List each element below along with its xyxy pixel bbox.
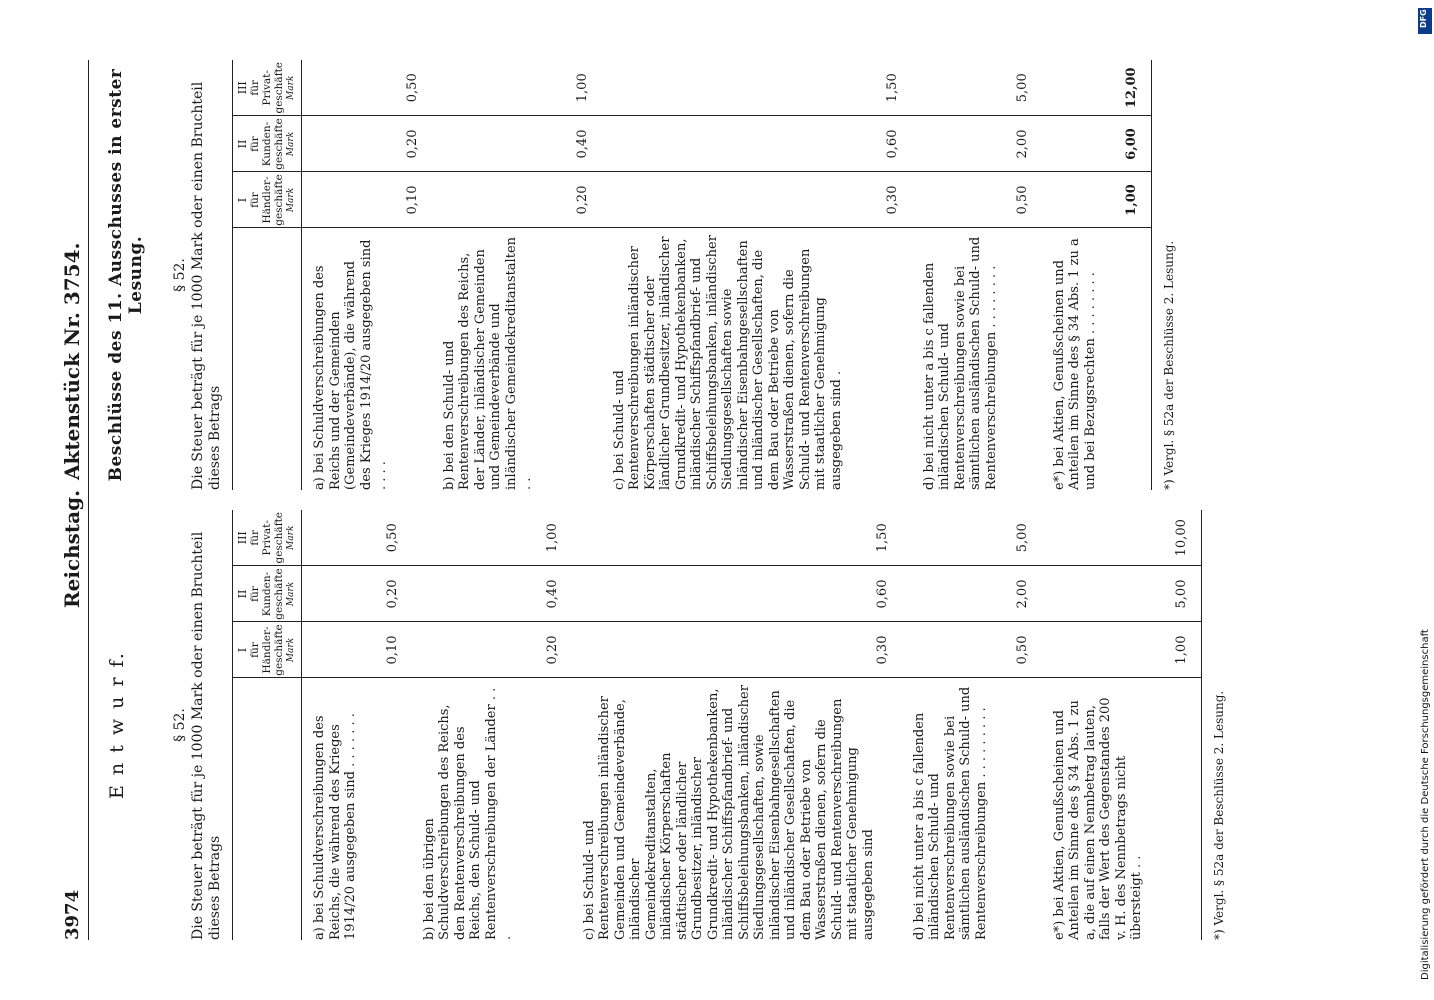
table-row [432,60,602,490]
document-reference: Aktenstück Nr. 3754. [60,242,84,480]
column-header: I für Händler-geschäfte Mark [233,622,302,678]
row-description: b) bei den übrigen Schuldverschreibungen des Reichs, den Rentenverschreibungen des Reichs, den Schuld- und Rentenverschreibungen der Länder . . . [421,687,514,940]
table-row [1042,60,1152,490]
header-rule [88,60,89,940]
rate-cell: 0,50 [302,510,412,566]
rate-cell: 10,00 [1042,510,1202,566]
page-number: 3974 [62,889,83,940]
footnote: *) Vergl. § 52a der Beschlüsse 2. Lesung. [1212,690,1226,940]
row-description: d) bei nicht unter a bis c fallenden inländischen Schuld- und Rentenverschreibungen sowie bei sämtlichen ausländischen Schuld- und Rentenverschreibungen . . . . . . . . [921,236,999,490]
dfg-credit-text: Digitalisierung gefördert durch die Deutsche Forschungsgemeinschaft [1420,629,1431,980]
rate-cell: 0,40 [432,116,602,172]
row-description: a) bei Schuldverschreibungen des Reichs und der Gemeinden (Gemeindeverbände), die während des Krieges 1914/20 ausgegeben sind . . . . [312,239,389,490]
column-header: III für Privat-geschäfte Mark [233,60,302,116]
description-header [233,228,302,490]
lead-text: Die Steuer beträgt für je 1000 Mark oder einen Bruchteil dieses Betrags [190,81,223,490]
rate-cell: 1,50 [572,510,902,566]
description-header [233,678,302,940]
table-row [412,510,572,940]
table-row [602,60,912,490]
table-row [302,60,432,490]
table-row [912,60,1042,490]
table-header-row [233,60,302,490]
rate-cell: 0,30 [572,622,902,678]
rate-cell: 0,10 [302,172,432,228]
table-row [302,510,412,940]
column-header: III für Privat-geschäfte Mark [233,510,302,566]
rate-cell: 0,20 [302,566,412,622]
footnote: *) Vergl. § 52a der Beschlüsse 2. Lesung. [1162,240,1176,490]
rate-cell: 0,60 [572,566,902,622]
column-header: II für Kunden-geschäfte Mark [233,566,302,622]
rate-cell: 1,00 [1042,622,1202,678]
rate-cell: 0,20 [432,172,602,228]
table-header-row [233,510,302,940]
rate-cell: 5,00 [902,510,1042,566]
lead-text: Die Steuer beträgt für je 1000 Mark oder einen Bruchteil dieses Betrags [190,531,223,940]
draft-column [96,510,1226,940]
table-row [572,510,902,940]
row-description: e*) bei Aktien, Genußscheinen und Anteilen im Sinne des § 34 Abs. 1 zu a, die auf einen Nennbetrag lauten, falls der Wert des Gegenstandes 200 v. H. des Nennbetrags nicht übersteigt . . [1042,678,1202,940]
rate-cell: 6,00 [1042,116,1152,172]
rate-cell: 1,00 [1042,172,1152,228]
committee-title: Beschlüsse des 11. Ausschusses in erster Lesung. [106,68,146,482]
rate-cell: 0,10 [302,622,412,678]
column-header: II für Kunden-geschäfte Mark [233,116,302,172]
draft-title: E n t w u r f. [106,651,128,799]
row-description: c) bei Schuld- und Rentenverschreibungen inländischer Körperschaften städtischer oder ländlicher Grundbesitzer, inländischer Grundkredit- und Hypothekenbanken, inländischer Schiffspfandbrief- und Schiffsbeleihungsbanken, inländischer Siedlungsgesellschaften sowie inländischer Eisenbahngesellschaften und inländischer Gesellschaften, die dem Bau oder Betriebe von Wasserstraßen dienen, sofern die Schuld- und Rentenverschreibungen mit staatlicher Genehmigung ausgegeben sind . [611,235,844,490]
rate-cell: 0,50 [902,622,1042,678]
rate-cell: 0,40 [412,566,572,622]
rate-cell: 1,00 [432,60,602,116]
row-description: a) bei Schuldverschreibungen des Reichs, die während des Krieges 1914/20 ausgegeben sind . . . . . . . [312,713,358,940]
publisher-heading: Reichstag. [60,489,84,608]
rate-cell: 1,00 [412,510,572,566]
dfg-logo: DFG [1418,8,1432,34]
tax-table [232,510,1202,940]
rate-cell: 1,50 [602,60,912,116]
row-description: d) bei nicht unter a bis c fallenden inländischen Schuld- und Rentenverschreibungen sowie bei sämtlichen ausländischen Schuld- und Rentenverschreibungen . . . . . . . . . [911,686,989,940]
tax-table [232,60,1152,490]
rate-cell: 0,50 [912,172,1042,228]
row-description: b) bei den Schuld- und Rentenverschreibungen des Reichs, der Länder, inländischer Gemeinden und Gemeindeverbände und inländischer Gemeindekreditanstalten . . [441,236,534,490]
table-row [902,510,1042,940]
rate-cell: 0,20 [302,116,432,172]
rate-cell: 5,00 [1042,566,1202,622]
rate-cell: 5,00 [912,60,1042,116]
table-row [1042,510,1202,940]
rate-cell: 2,00 [902,566,1042,622]
rate-cell: 0,60 [602,116,912,172]
paragraph-number: § 52. [172,708,188,742]
rate-cell: 0,30 [602,172,912,228]
rate-cell: 0,50 [302,60,432,116]
committee-column [96,60,1216,490]
row-description: c) bei Schuld- und Rentenverschreibungen inländischer Gemeinden und Gemeindeverbände, inländischer Gemeindekreditanstalten, inländischer Körperschaften städtischer oder ländlicher Grundbesitzer, inländischer Grundkredit- und Hypothekenbanken, inländischer Schiffspfandbrief- und Schiffsbeleihungsbanken, inländischer Siedlungsgesellschaften, sowie inländischer Eisenbahngesellschaften und inländischer Gesellschaften, die dem Bau oder Betriebe von Wasserstraßen dienen, sofern die Schuld- und Rentenverschreibungen mit staatlicher Genehmigung ausgegeben sind [581,685,876,940]
paragraph-number: § 52. [172,258,188,292]
rate-cell: 0,20 [412,622,572,678]
rate-cell: 12,00 [1042,60,1152,116]
rate-cell: 2,00 [912,116,1042,172]
column-header: I für Händler-geschäfte Mark [233,172,302,228]
row-description: e*) bei Aktien, Genußscheinen und Anteilen im Sinne des § 34 Abs. 1 zu a und bei Bezugsrechten . . . . . . . . [1042,228,1152,490]
